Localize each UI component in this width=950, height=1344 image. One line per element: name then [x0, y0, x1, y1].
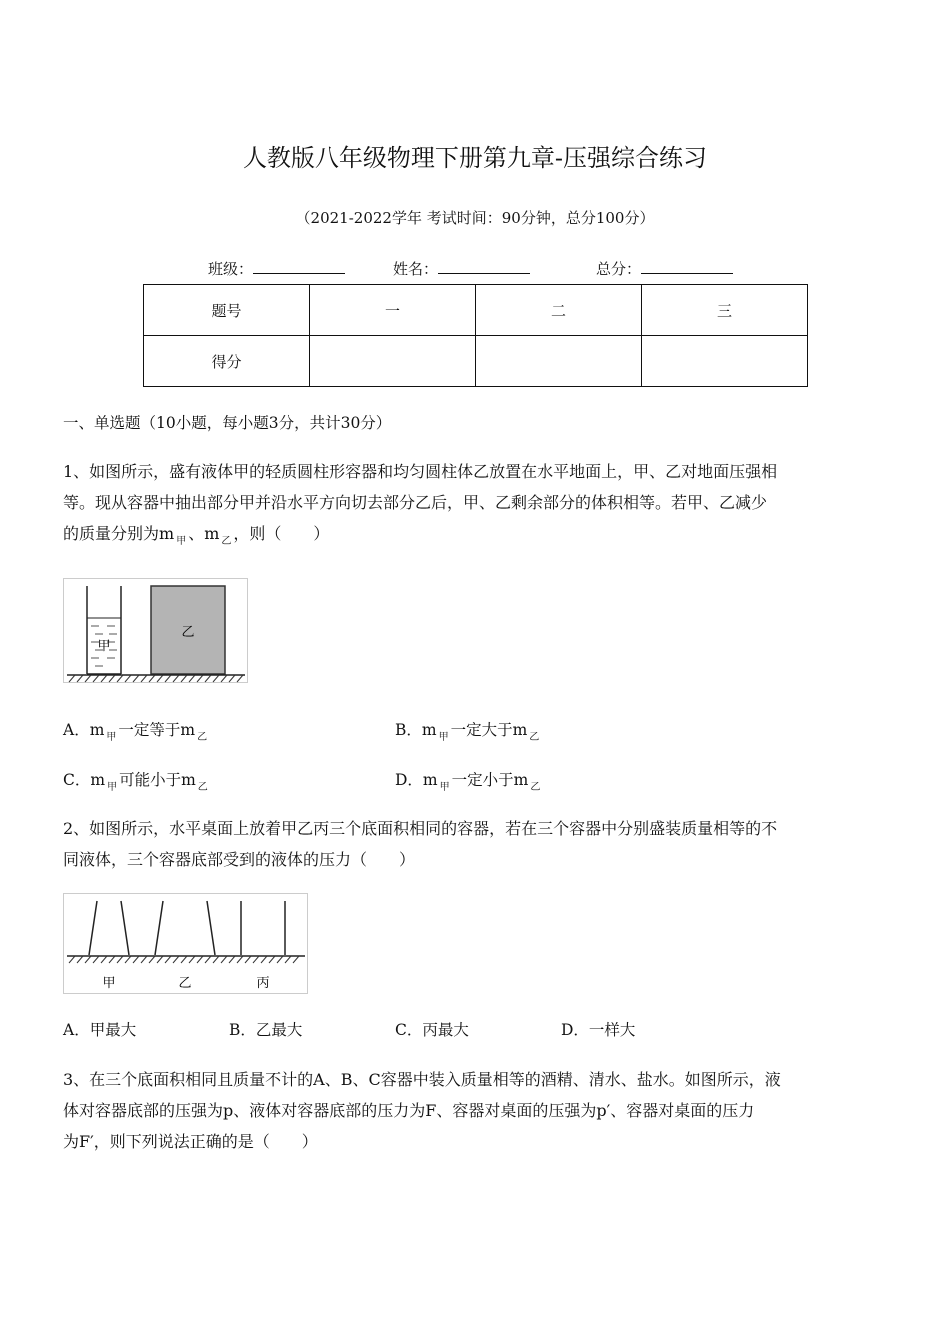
question-2 — [63, 813, 883, 875]
score-cell — [642, 336, 808, 387]
label-jia: 甲 — [97, 639, 111, 654]
option-a[interactable] — [63, 718, 209, 743]
text-run: ，则（ ） — [233, 524, 330, 543]
score-cell — [310, 336, 476, 387]
label-bing: 丙 — [256, 976, 270, 991]
table-cell: 一 — [310, 285, 476, 336]
label-yi: 乙 — [181, 625, 195, 640]
subscript: 乙 — [197, 732, 208, 743]
option-b[interactable] — [395, 718, 541, 743]
option-b[interactable]: B．乙最大 — [229, 1021, 303, 1039]
class-label: 班级： — [208, 260, 254, 278]
section-heading: 一、单选题（10小题，每小题3分，共计30分） — [63, 414, 392, 432]
text-run: A．m — [63, 721, 105, 739]
score-table — [143, 284, 808, 387]
option-d[interactable] — [395, 768, 542, 793]
text-run: 一定小于m — [451, 771, 529, 789]
subscript: 甲 — [176, 536, 187, 547]
question-text: 3、在三个底面积相同且质量不计的A、B、C容器中装入质量相等的酒精、清水、盐水。如图所示，液 — [63, 1070, 781, 1089]
subscript: 甲 — [438, 732, 449, 743]
text-run: C．m — [63, 771, 106, 789]
question-3 — [63, 1064, 883, 1157]
table-cell: 二 — [476, 285, 642, 336]
option-d[interactable]: D．一样大 — [561, 1021, 636, 1039]
question-text: 同液体，三个容器底部受到的液体的压力（ ） — [63, 850, 416, 869]
table-cell: 得分 — [144, 336, 310, 387]
question-1 — [63, 456, 883, 557]
q2-figure — [63, 893, 309, 995]
table-cell: 题号 — [144, 285, 310, 336]
class-field — [208, 258, 345, 279]
option-c[interactable] — [63, 768, 210, 793]
text-run: 、m — [188, 524, 220, 543]
exam-subtitle: （2021-2022学年 考试时间：90分钟，总分100分） — [295, 209, 655, 227]
page-title: 人教版八年级物理下册第九章-压强综合练习 — [242, 144, 708, 172]
text-run: 的质量分别为m — [63, 524, 175, 543]
text-run: 一定等于m — [118, 721, 196, 739]
table-cell: 三 — [642, 285, 808, 336]
subscript: 乙 — [529, 732, 540, 743]
name-label: 姓名： — [393, 260, 439, 278]
total-blank — [641, 259, 733, 274]
name-field — [393, 258, 530, 279]
question-text: 为F′，则下列说法正确的是（ ） — [63, 1132, 318, 1151]
subscript: 甲 — [107, 782, 118, 793]
option-a[interactable]: A．甲最大 — [63, 1021, 137, 1039]
total-label: 总分： — [596, 260, 642, 278]
subscript: 乙 — [197, 782, 208, 793]
option-c[interactable]: C．丙最大 — [395, 1021, 469, 1039]
question-text: 等。现从容器中抽出部分甲并沿水平方向切去部分乙后，甲、乙剩余部分的体积相等。若甲、乙减少 — [63, 493, 768, 512]
question-text: 2、如图所示，水平桌面上放着甲乙丙三个底面积相同的容器，若在三个容器中分别盛装质量相等的不 — [63, 819, 778, 838]
subscript: 甲 — [106, 732, 117, 743]
name-blank — [438, 259, 530, 274]
subscript: 甲 — [439, 782, 450, 793]
text-run: 一定大于m — [450, 721, 528, 739]
class-blank — [253, 259, 345, 274]
text-run: B．m — [395, 721, 437, 739]
text-run: 可能小于m — [119, 771, 196, 789]
subscript: 乙 — [221, 536, 232, 547]
label-jia: 甲 — [102, 976, 116, 991]
question-text: 体对容器底部的压强为p、液体对容器底部的压力为F、容器对桌面的压强为p′、容器对桌面的压力 — [63, 1101, 755, 1120]
q1-figure — [63, 578, 249, 684]
question-text: 1、如图所示，盛有液体甲的轻质圆柱形容器和均匀圆柱体乙放置在水平地面上，甲、乙对地面压强相 — [63, 462, 778, 481]
total-field — [596, 258, 733, 279]
subscript: 乙 — [530, 782, 541, 793]
question-text — [63, 518, 883, 557]
table-row — [144, 336, 808, 387]
table-row — [144, 285, 808, 336]
text-run: D．m — [395, 771, 438, 789]
score-cell — [476, 336, 642, 387]
label-yi: 乙 — [178, 976, 192, 991]
